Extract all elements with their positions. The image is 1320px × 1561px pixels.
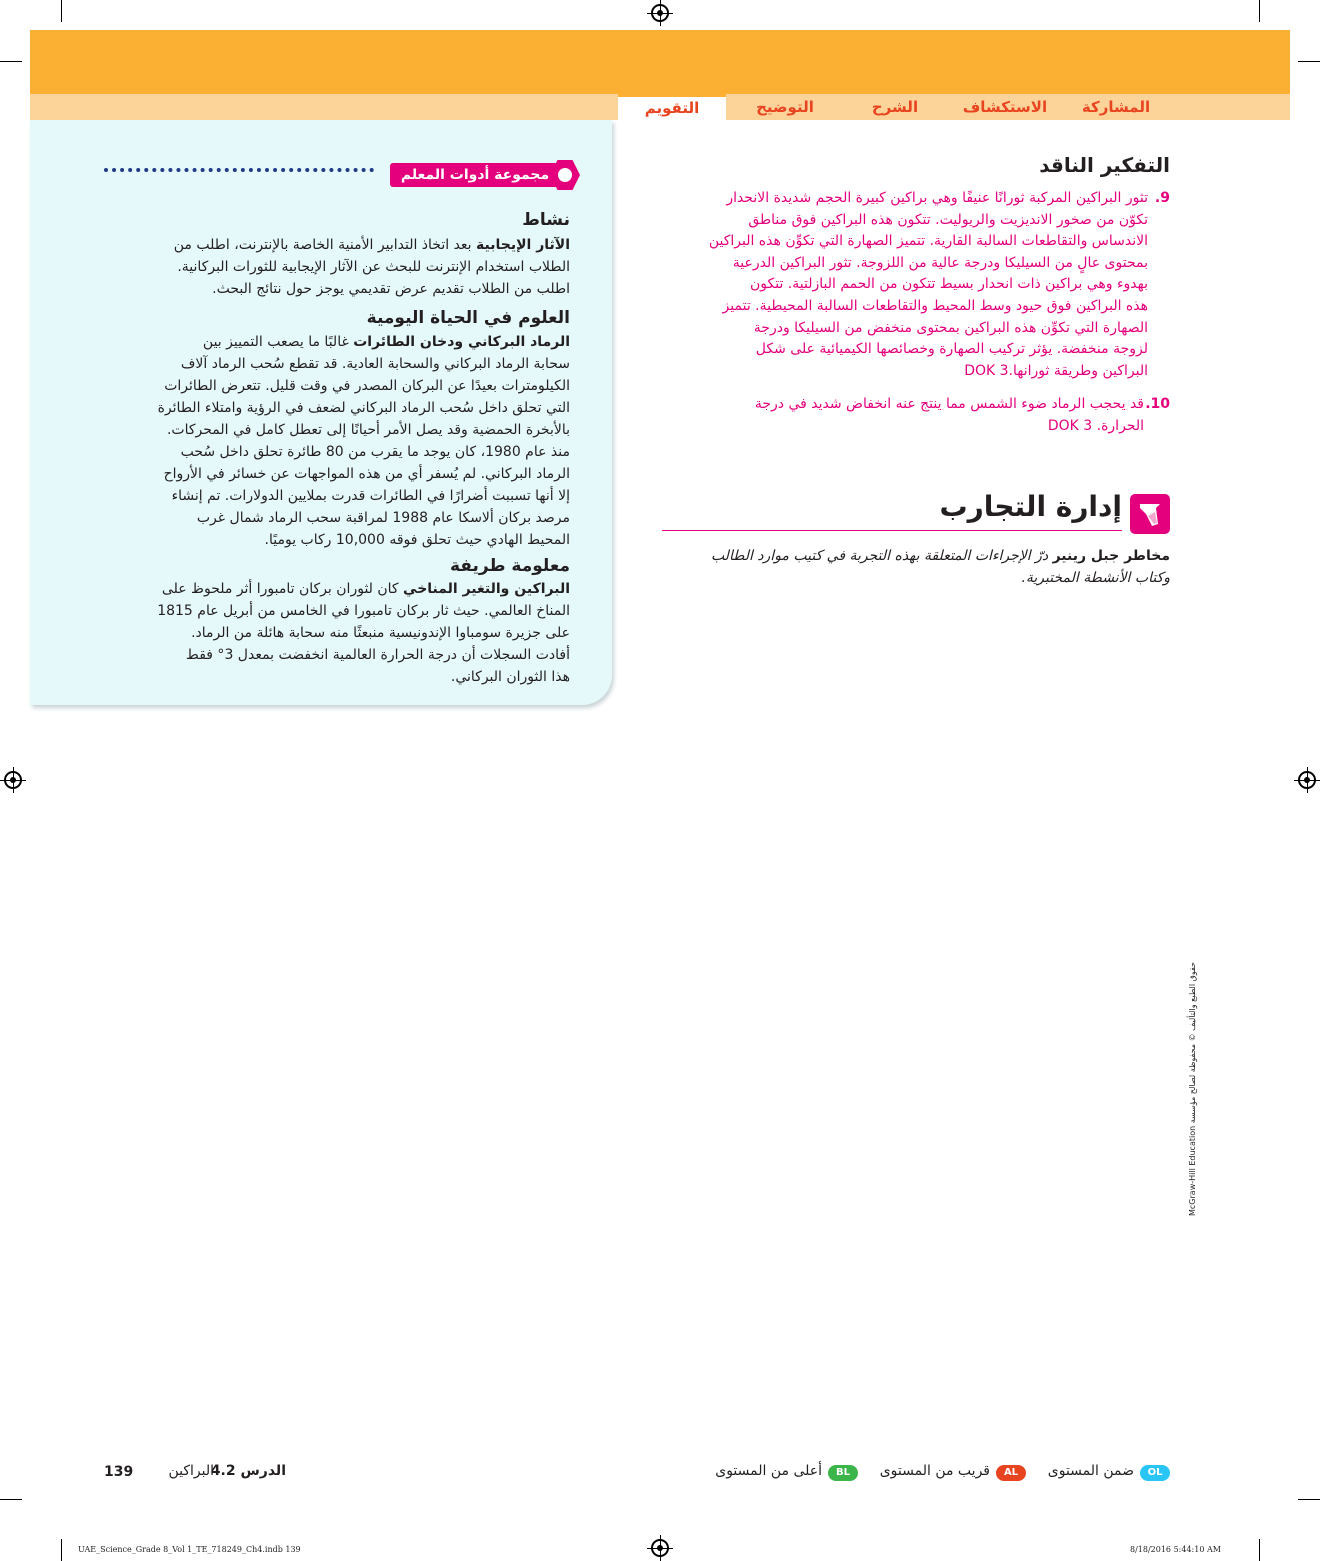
level-badge-al: AL [996, 1465, 1026, 1481]
crop-mark [61, 1539, 62, 1561]
registration-mark-icon [4, 771, 22, 789]
tab-explore[interactable]: الاستكشاف [962, 98, 1048, 116]
tab-elaborate[interactable]: التوضيح [756, 98, 814, 116]
level-badge-ol: OL [1140, 1465, 1170, 1481]
experiment-rule [662, 530, 1122, 531]
file-name: UAE_Science_Grade 8_Vol 1_TE_718249_Ch4.indb 139 [78, 1545, 301, 1554]
copyright-notice: McGraw-Hill Education حقوق الطبع والتأليف © محفوظة لصالح مؤسسة [1188, 962, 1197, 1216]
crop-mark [0, 1499, 22, 1500]
activity-heading: نشاط [522, 210, 570, 230]
item-number: 9. [1154, 190, 1170, 206]
crop-mark [1259, 1539, 1260, 1561]
tab-engage[interactable]: المشاركة [1081, 98, 1151, 116]
lesson-label: الدرس 4.2 [210, 1463, 286, 1479]
realworld-heading: العلوم في الحياة اليومية [366, 308, 570, 328]
tab-explain[interactable]: الشرح [871, 98, 919, 116]
realworld-bold-lead: الرماد البركاني ودخان الطائرات [353, 334, 570, 350]
crop-mark [1298, 61, 1320, 62]
activity-bold-lead: الآثار الإيجابية [476, 237, 570, 253]
critical-thinking-heading: التفكير الناقد [1039, 153, 1170, 177]
fact-text: البراكين والتغير المناخي كان لثوران بركان تامبورا أثر ملحوظ على المناخ العالمي. حيث ثار بركان تامبورا في الخامس من أبريل عام 1815 على جزيرة سومباوا الإندونيسية منبعثًا منه سحابة هائلة من الرماد. أفادت السجلات أن درجة الحرارة العالمية انخفضت بمعدل 3° فقط هذا الثوران البركاني. [157, 581, 570, 685]
realworld-text: الرماد البركاني ودخان الطائرات غالبًا ما يصعب التمييز بين سحابة الرماد البركاني والسحابة العادية. قد تقطع سُحب الرماد آلاف الكيلومترات بعيدًا عن البركان المصدر في وقت قليل. تتعرض الطائرات التي تحلق داخل سُحب الرماد البركاني لضعف في الرؤية وامتلاء الطائرة بالأبخرة الحمضية وقد يصل الأمر أحيانًا إلى تعطل كامل في المحركات. منذ عام 1980، كان يوجد ما يقرب من 80 طائرة تحلق داخل سُحب الرماد البركاني. لم يُسفر أي من هذه المواجهات عن خسائر في الأرواح إلا أنها تسببت أضرارًا في الطائرات قدرت بملايين الدولارات. تم إنشاء مرصد بركان ألاسكا عام 1988 لمراقبة سحب الرماد شمال غرب المحيط الهادي حيث تحلق فوقه 10,000 ركاب يوميًا. [157, 334, 570, 548]
activity-text: الآثار الإيجابية بعد اتخاذ التدابير الأمنية الخاصة بالإنترنت، اطلب من الطلاب استخدام الإنترنت للبحث عن الآثار الإيجابية للثورات البركانية. اطلب من الطلاب تقديم عرض تقديمي يوجز حول نتائج البحث. [173, 237, 570, 297]
flask-icon [1130, 494, 1170, 534]
crop-mark [1298, 1499, 1320, 1500]
fact-heading: معلومة طريفة [450, 556, 570, 576]
crop-mark [1259, 0, 1260, 22]
experiment-text: مخاطر جبل رينير درّ الإجراءات المتعلقة بهذه التجربة في كتيب موارد الطالب وكتاب الأنشطة المختبرية. [710, 548, 1170, 586]
level-text-ol: ضمن المستوى [1047, 1463, 1134, 1479]
tab-evaluate[interactable]: التقويم [618, 94, 726, 120]
answer-item-9: 9. تثور البراكين المركبة ثورانًا عنيفًا وهي براكين كبيرة الحجم شديدة الانحدار تكوّن من صخور الانديزيت والريوليت. تتكون هذه البراكين فوق مناطق الاندساس والتقاطعات السالبة القارية. تتميز الصهارة التي تكوِّن هذه البراكين بمحتوى عالٍ من السيليكا ودرجة عالية من اللزوجة. تثور البراكين الدرعية بهدوء وهي براكين ذات انحدار بسيط تتكون من الحمم البازلتية. تتكون هذه البراكين فوق حيود وسط المحيط والتقاطعات السالبة المحيطية. تتميز الصهارة التي تكوِّن هذه البراكين بمحتوى منخفض من السيليكا ودرجة لزوجة منخفضة. يؤثر تركيب الصهارة وخصائصها الكيميائية على شكل البراكين وطريقة ثورانها.DOK 3 [660, 188, 1170, 382]
level-text-bl: أعلى من المستوى [715, 1463, 822, 1479]
print-date: 8/18/2016 5:44:10 AM [1130, 1545, 1221, 1554]
registration-mark-icon [651, 1539, 669, 1557]
fact-bold-lead: البراكين والتغير المناخي [403, 581, 570, 597]
answer-item-10: 10. قد يحجب الرماد ضوء الشمس مما ينتج عنه انخفاض شديد في درجة الحرارة. DOK 3 [660, 394, 1170, 437]
crop-mark [61, 0, 62, 22]
level-badge-bl: BL [828, 1465, 858, 1481]
experiment-heading: إدارة التجارب [939, 490, 1122, 523]
dotted-divider [104, 168, 374, 182]
registration-mark-icon [651, 4, 669, 22]
registration-mark-icon [1298, 771, 1316, 789]
page-number: 139 [104, 1464, 134, 1480]
banner-label: مجموعة أدوات المعلم [390, 163, 560, 187]
lesson-topic: البراكين [168, 1463, 214, 1479]
header-band [30, 30, 1290, 94]
level-text-al: قريب من المستوى [879, 1463, 990, 1479]
item-number: 10. [1145, 396, 1170, 412]
experiment-bold-lead: مخاطر جبل رينير [1052, 548, 1170, 564]
teacher-toolkit-banner [378, 160, 580, 190]
crop-mark [0, 61, 22, 62]
